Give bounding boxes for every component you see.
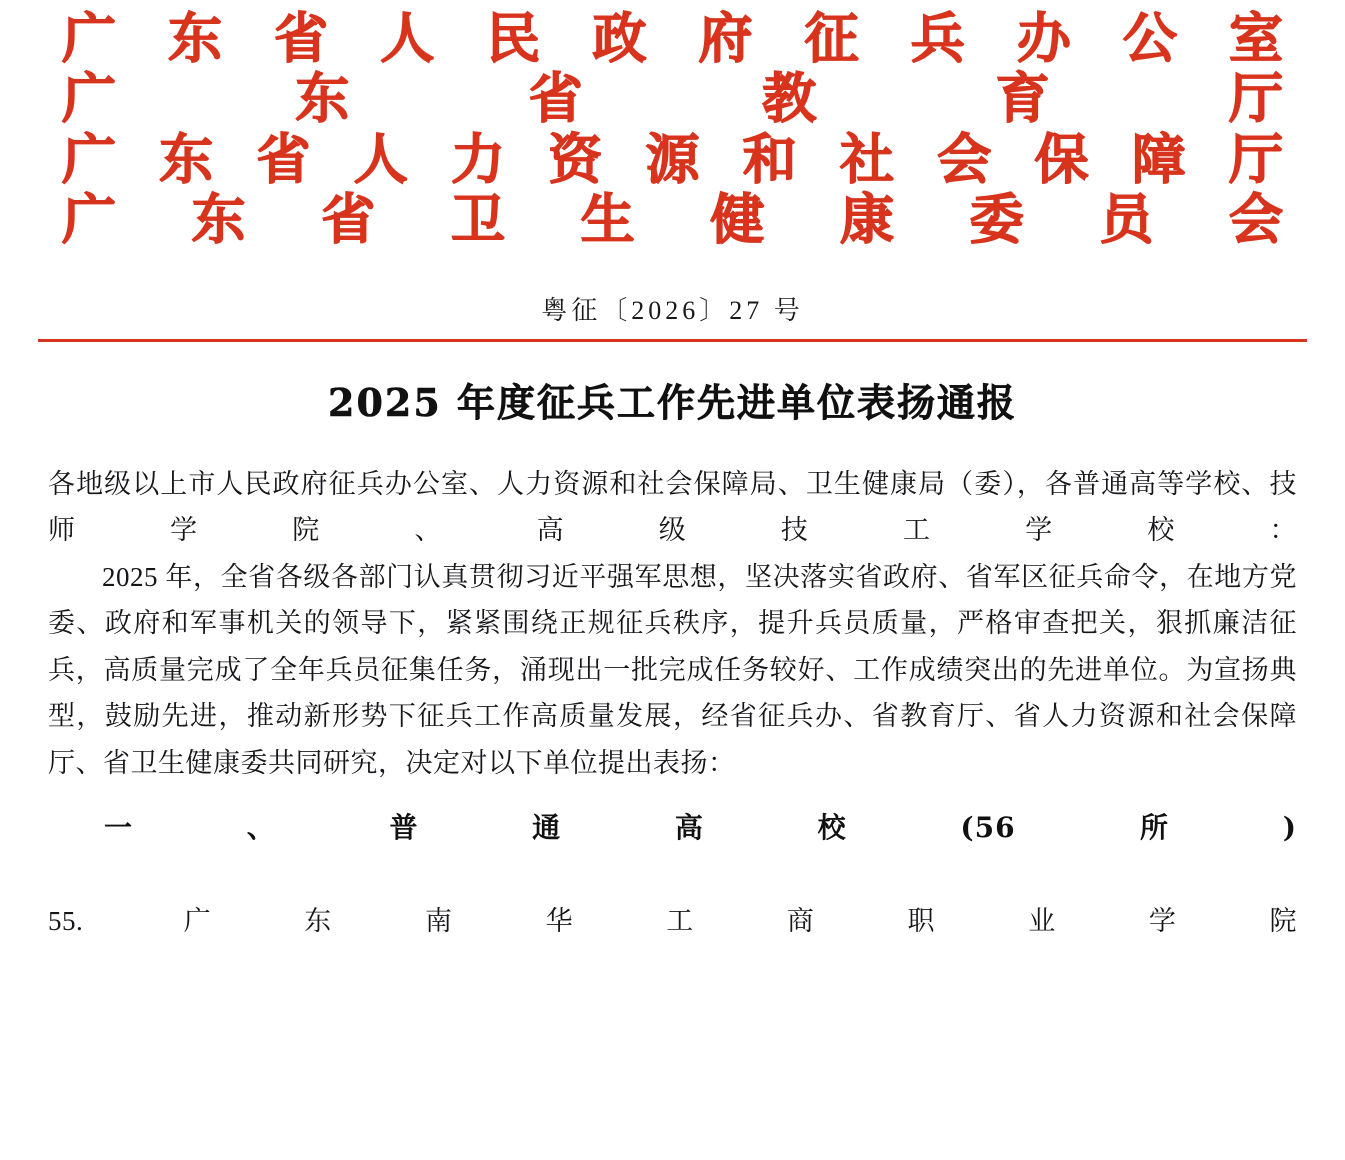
document-body <box>48 461 1297 945</box>
section-heading-universities: 一、普通高校(56 所) <box>104 810 1297 844</box>
letterhead-line-4: 广东省卫生健康委员会 <box>62 187 1283 252</box>
letterhead-line-3: 广东省人力资源和社会保障厅 <box>62 126 1283 191</box>
page-title: 2025 年度征兵工作先进单位表扬通报 <box>328 379 1017 425</box>
letterhead-line-2: 广 东 省 教 育 厅 <box>62 66 1283 131</box>
addressee-paragraph: 各地级以上市人民政府征兵办公室、人力资源和社会保障局、卫生健康局（委），各普通高等学校、技师学院、高级技工学校： <box>48 468 1297 546</box>
list-item: 55. 广东南华工商职业学院 <box>48 906 1297 937</box>
body-paragraph-1: 2025 年，全省各级各部门认真贯彻习近平强军思想，坚决落实省政府、省军区征兵命令，在地方党委、政府和军事机关的领导下，紧紧围绕正规征兵秩序，提升兵员质量，严格审查把关，狠抓廉洁征兵，高质量完成了全年兵员征集任务，涌现出一批完成任务较好、工作成绩突出的先进单位。为宣扬典型，鼓励先进，推动新形势下征兵工作高质量发展，经省征兵办、省教育厅、省人力资源和社会保障厅、省卫生健康委共同研究，决定对以下单位提出表扬： <box>48 561 1297 778</box>
document-number: 粤征〔2026〕27 号 <box>541 295 804 325</box>
red-separator-line <box>38 339 1307 342</box>
letterhead <box>48 0 1297 250</box>
letterhead-line-1: 广东省人民政府征兵办公室 <box>62 6 1283 70</box>
